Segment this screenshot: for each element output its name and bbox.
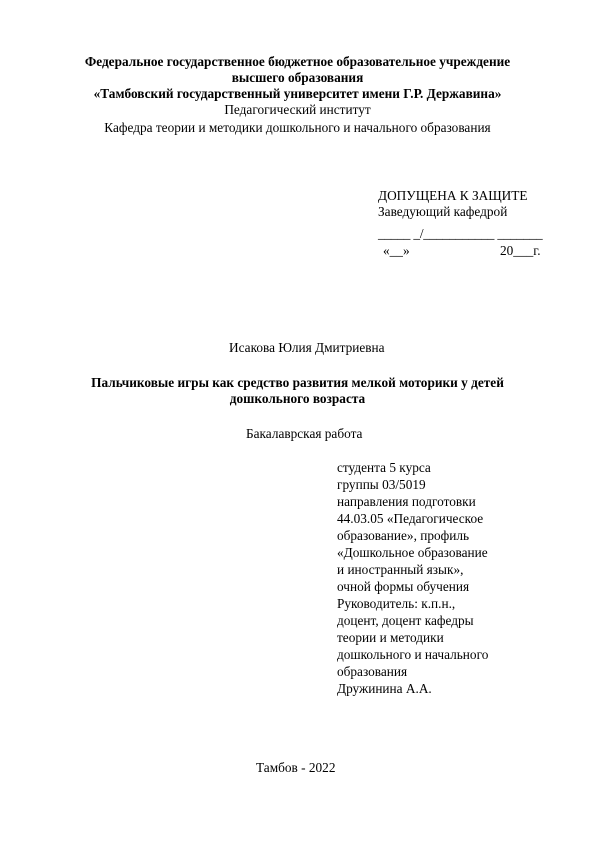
thesis-title-line-2: дошкольного возраста [229, 391, 366, 406]
student-info-line: Дружинина А.А. [337, 681, 432, 696]
approval-title: ДОПУЩЕНА К ЗАЩИТЕ [378, 188, 528, 203]
student-info-line: «Дошкольное образование [337, 545, 488, 560]
student-info-line: 44.03.05 «Педагогическое [337, 511, 484, 526]
student-info-line: направления подготовки [337, 494, 476, 509]
work-type: Бакалаврская работа [246, 426, 363, 441]
student-info-line: группы 03/5019 [337, 477, 426, 492]
student-info-line: теории и методики [337, 630, 444, 645]
student-info-line: образование», профиль [337, 528, 470, 543]
student-info-line: образования [337, 664, 408, 679]
student-info-line: очной формы обучения [337, 579, 470, 594]
header-university: «Тамбовский государственный университет имени Г.Р. Державина» [93, 86, 502, 101]
approval-role: Заведующий кафедрой [378, 204, 508, 219]
thesis-title-line-1: Пальчиковые игры как средство развития мелкой моторики у детей [91, 375, 504, 390]
approval-date-day: «__» [383, 243, 410, 258]
header-line-2: высшего образования [231, 70, 364, 85]
header-institute: Педагогический институт [224, 102, 371, 117]
author-name: Исакова Юлия Дмитриевна [229, 340, 385, 355]
student-info-line: доцент, доцент кафедры [337, 613, 474, 628]
student-info-line: студента 5 курса [337, 460, 431, 475]
student-info-line: дошкольного и начального [337, 647, 489, 662]
approval-signature-line: _____ _/___________ _______ [378, 226, 543, 241]
student-info-line: и иностранный язык», [337, 562, 464, 577]
header-department: Кафедра теории и методики дошкольного и начального образования [104, 120, 491, 135]
header-line-1: Федеральное государственное бюджетное образовательное учреждение [84, 54, 511, 69]
student-info-line: Руководитель: к.п.н., [337, 596, 456, 611]
approval-date-year: 20___г. [500, 243, 541, 258]
footer-city-year: Тамбов - 2022 [256, 760, 336, 775]
